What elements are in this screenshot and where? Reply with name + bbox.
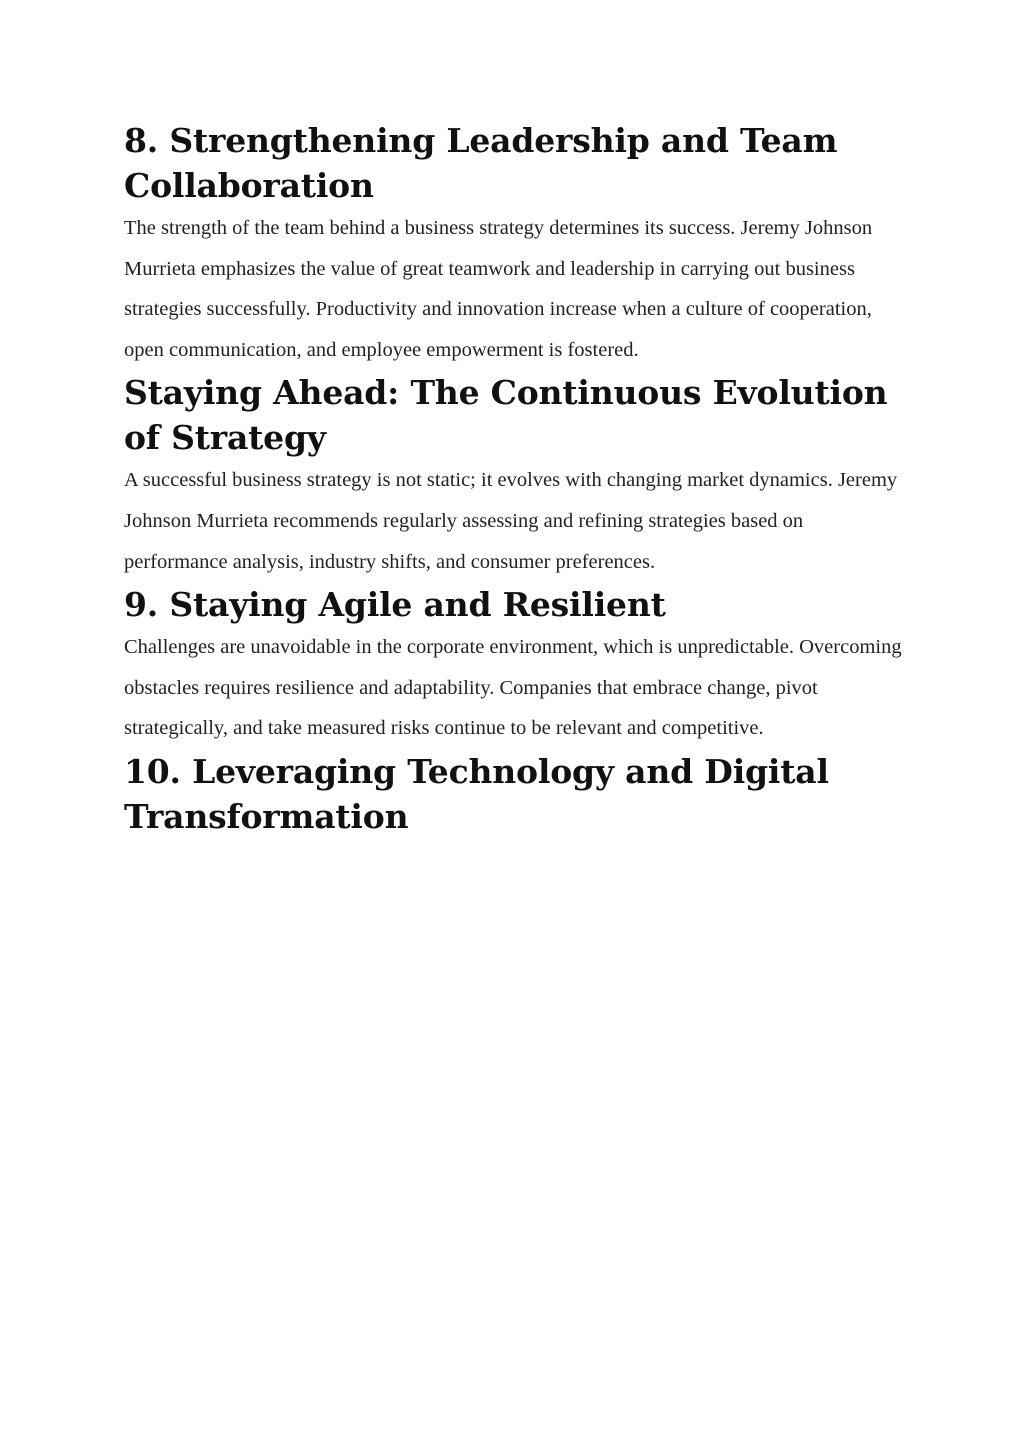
heading-technology-transformation: 10. Leveraging Technology and Digital Transformation (124, 751, 829, 836)
heading-agile-resilient: 9. Staying Agile and Resilient (124, 585, 666, 625)
paragraph-agile-resilient: Challenges are unavoidable in the corporate environment, which is unpredictable. Overcoming obstacles requires resilience and adaptability. Companies that embrace change, pivot strategically, and take measured risks continue to be relevant and competitive. (124, 636, 902, 740)
document-content (124, 118, 904, 839)
paragraph-staying-ahead: A successful business strategy is not static; it evolves with changing market dynamics. Jeremy Johnson Murrieta recommends regularly assessing and refining strategies based on performance analysis, industry shifts, and consumer preferences. (124, 469, 898, 573)
heading-leadership-collaboration: 8. Strengthening Leadership and Team Collaboration (124, 121, 838, 205)
paragraph-leadership-collaboration: The strength of the team behind a business strategy determines its success. Jeremy Johnson Murrieta emphasizes the value of great teamwork and leadership in carrying out business strategies successfully. Productivity and innovation increase when a culture of cooperation, open communication, and employee empowerment is fostered. (124, 217, 873, 361)
heading-staying-ahead: Staying Ahead: The Continuous Evolution of Strategy (124, 373, 888, 458)
